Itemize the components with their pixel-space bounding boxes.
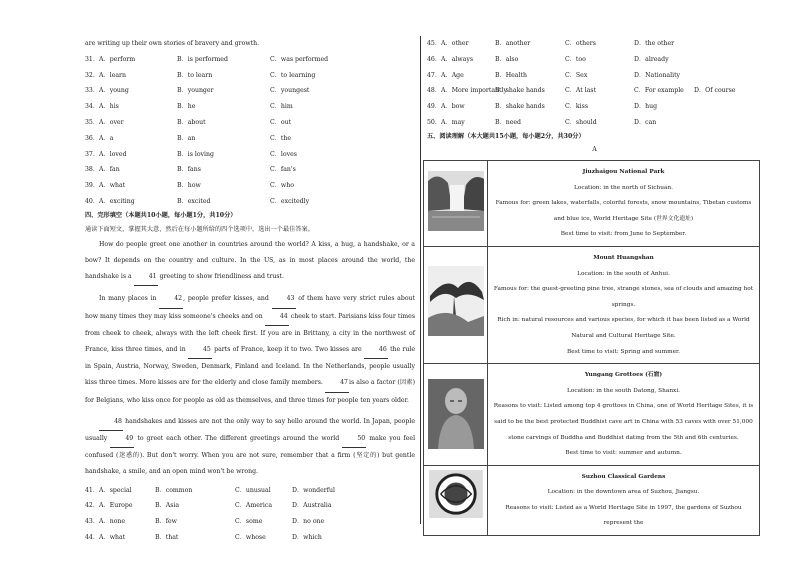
place-location: Location: in the south of Anhui. bbox=[577, 270, 670, 277]
option-c: C．the bbox=[270, 134, 292, 142]
option-c: C．him bbox=[270, 103, 293, 111]
place-best-time: Best time to visit: summer and autumn. bbox=[565, 450, 682, 457]
option-row bbox=[427, 54, 762, 70]
options-45-50 bbox=[427, 38, 762, 133]
option-b: B．shake hands bbox=[495, 103, 545, 111]
left-column bbox=[85, 38, 415, 548]
place-info bbox=[488, 364, 760, 466]
option-a: 46．A．always bbox=[427, 55, 474, 63]
place-image-cell bbox=[424, 364, 488, 466]
option-d: D．already bbox=[634, 55, 669, 63]
option-row bbox=[427, 85, 762, 101]
option-a: 41．A．special bbox=[85, 486, 132, 494]
option-c: C．whose bbox=[235, 534, 266, 541]
garden-window-photo bbox=[428, 470, 484, 518]
place-location: Location: in the downtown area of Suzhou, Jiangsu. bbox=[547, 489, 700, 496]
option-row bbox=[85, 149, 415, 165]
place-description: Reasons to visit: Listed among top 4 grottoes in China, one of World Heritage Sites, it is said to be the best protected Buddhist cave art in China with 53 caves with over 51,000 stone carvings of Buddha and Buddhist dating from the 5th and 6th centuries. bbox=[493, 403, 754, 441]
option-a: 47．A．Age bbox=[427, 71, 464, 79]
place-row bbox=[424, 246, 760, 363]
place-location: Location: in the north of Sichuan. bbox=[574, 184, 673, 191]
option-row bbox=[427, 38, 762, 54]
option-d: D．the other bbox=[634, 40, 675, 47]
option-row bbox=[427, 117, 762, 133]
place-name: Mount Huangshan bbox=[593, 254, 654, 261]
place-best-time: Best time to visit: from June to September. bbox=[560, 231, 687, 238]
option-b: B．shake hands bbox=[495, 87, 545, 95]
passage-paragraph-3: 48 handshakes and kisses are not the only way to say hello around the world. In Japan, people usually 49 to greet each other. The different greetings around the world 50 make you feel confused (迷惑的). But don't worry. When you are not sure, remember that a firm (坚定的) but gentle handshake, a smile, and an open mind won't be wrong. bbox=[85, 414, 415, 481]
option-d: D．Nationality bbox=[634, 71, 681, 79]
option-c: C．loves bbox=[270, 150, 297, 158]
option-a: 45．A．other bbox=[427, 40, 469, 47]
place-info bbox=[488, 246, 760, 363]
option-a: 31．A．perform bbox=[85, 55, 136, 63]
place-description: Famous for: green lakes, waterfalls, colorful forests, snow mountains, Tibetan customs and blue ice, World Heritage Site (世界文化遗址) bbox=[495, 200, 752, 222]
option-b: B．need bbox=[495, 118, 522, 126]
option-row bbox=[427, 70, 762, 86]
option-c: C．At last bbox=[565, 87, 597, 95]
option-d: D．no one bbox=[292, 518, 325, 526]
option-b: B．excited bbox=[177, 197, 211, 205]
option-c: C．too bbox=[565, 55, 586, 63]
option-c: C．excitedly bbox=[270, 197, 310, 205]
option-b: B．another bbox=[495, 40, 531, 47]
section5-title: 五、阅读理解（本大题共15小题，每小题2分，共30分） bbox=[427, 132, 585, 140]
option-row bbox=[85, 70, 415, 86]
place-image-cell bbox=[424, 161, 488, 247]
place-info bbox=[488, 465, 760, 535]
right-column bbox=[427, 38, 762, 157]
option-b: B．younger bbox=[177, 87, 214, 95]
option-b: B．about bbox=[177, 118, 206, 126]
option-row bbox=[85, 101, 415, 117]
option-row bbox=[85, 133, 415, 149]
option-c: C．kiss bbox=[565, 103, 589, 111]
option-c: C．others bbox=[565, 40, 596, 47]
column-divider bbox=[420, 36, 421, 524]
pine-tree-photo bbox=[428, 265, 484, 337]
option-b: B．is loving bbox=[177, 150, 214, 158]
place-image-cell bbox=[424, 465, 488, 535]
waterfall-lake-photo bbox=[428, 165, 484, 237]
option-c: C．to learning bbox=[270, 71, 316, 79]
intro-line: are writing up their own stories of bravery and growth. bbox=[85, 40, 260, 47]
options-31-40 bbox=[85, 54, 415, 212]
option-b: B．also bbox=[495, 55, 519, 63]
place-best-time: Best time to visit: Spring and summer. bbox=[567, 348, 680, 355]
option-b: B．how bbox=[177, 182, 201, 190]
option-a: 42．A．Europe bbox=[85, 502, 133, 510]
option-a: 40．A．exciting bbox=[85, 197, 135, 205]
option-row bbox=[427, 101, 762, 117]
place-name: Jiuzhaigou National Park bbox=[582, 169, 665, 175]
option-c: C．out bbox=[270, 118, 292, 126]
option-d: D．hug bbox=[634, 103, 658, 111]
passage-paragraph-1: How do people greet one another in countries around the world? A kiss, a hug, a handshake, or a bow? It depends on the country and culture. In the US, as in most places around the world, the handshake is a 41 greeting to show friendliness and trust. bbox=[85, 237, 415, 287]
place-location: Location: in the south Datong, Shanxi. bbox=[566, 387, 681, 394]
option-b: B．Health bbox=[495, 71, 527, 79]
place-image-cell bbox=[424, 246, 488, 363]
place-row bbox=[424, 364, 760, 466]
option-a: 43．A．none bbox=[85, 518, 126, 526]
option-a: 32．A．learn bbox=[85, 71, 126, 79]
option-a: 38．A．fan bbox=[85, 166, 120, 174]
option-c: C．youngest bbox=[270, 87, 310, 95]
option-c: C．America bbox=[235, 502, 273, 510]
option-row bbox=[85, 532, 415, 548]
option-d: D．can bbox=[634, 118, 657, 126]
option-c: C．who bbox=[270, 182, 294, 190]
option-row bbox=[85, 516, 415, 532]
option-a: 34．A．his bbox=[85, 103, 119, 111]
option-row bbox=[85, 500, 415, 516]
option-a: 49．A．bow bbox=[427, 103, 465, 111]
option-b: B．fans bbox=[177, 166, 201, 174]
option-c: C．was performed bbox=[270, 55, 329, 63]
place-resources: Rich in: natural resources and various species, for which it has been listed as a World Natural and Cultural Heritage Site. bbox=[497, 317, 750, 339]
option-a: 36．A．a bbox=[85, 134, 114, 142]
option-d: D．Australia bbox=[292, 502, 332, 510]
option-row bbox=[85, 85, 415, 101]
option-a: 35．A．over bbox=[85, 118, 124, 126]
passage-label: A bbox=[592, 145, 597, 153]
option-a: 33．A．young bbox=[85, 87, 129, 95]
option-b: B．common bbox=[155, 486, 193, 494]
option-row bbox=[85, 117, 415, 133]
option-b: B．an bbox=[177, 134, 196, 142]
place-description: Famous for: the guest-greeting pine tree, strange stones, sea of clouds and amazing hot springs. bbox=[493, 286, 754, 308]
options-41-44 bbox=[85, 485, 415, 548]
option-c: C．Sex bbox=[565, 71, 588, 79]
option-b: B．he bbox=[177, 103, 196, 111]
places-table bbox=[423, 160, 760, 536]
place-info bbox=[488, 161, 760, 247]
section4-instructions: 通读下面短文，掌握其大意，然后在每小题所给的四个选项中，选出一个最佳答案。 bbox=[85, 225, 314, 233]
option-a: 50．A．may bbox=[427, 118, 465, 126]
option-b: B．few bbox=[155, 518, 177, 526]
option-c: C．fan's bbox=[270, 166, 296, 174]
place-name: Yungang Grottoes (石窟) bbox=[584, 372, 663, 379]
section4-title: 四、完形填空（本题共10小题，每小题1分，共10分） bbox=[85, 211, 237, 219]
option-row bbox=[85, 180, 415, 196]
option-c: C．some bbox=[235, 518, 263, 526]
option-a: 44．A．what bbox=[85, 534, 126, 541]
option-row bbox=[85, 164, 415, 180]
option-c: C．should bbox=[565, 118, 597, 126]
buddha-statue-photo bbox=[428, 378, 484, 450]
option-b: B．to learn bbox=[177, 71, 213, 79]
option-a: 48．A．More importantly bbox=[427, 87, 507, 95]
option-d: D．which bbox=[292, 534, 322, 541]
option-c: C．unusual bbox=[235, 486, 271, 494]
option-b: B．that bbox=[155, 534, 179, 541]
option-a: 37．A．loved bbox=[85, 150, 127, 158]
option-b: B．is performed bbox=[177, 55, 228, 63]
option-d: C．For example bbox=[634, 87, 684, 95]
option-b: B．Asia bbox=[155, 502, 180, 510]
option-a: 39．A．what bbox=[85, 182, 126, 190]
place-row bbox=[424, 465, 760, 535]
place-description: Reasons to visit: Listed as a World Heritage Site in 1997, the gardens of Suzhou represent the bbox=[505, 504, 742, 527]
option-row bbox=[85, 485, 415, 501]
option-e: D．Of course bbox=[694, 87, 736, 95]
option-row bbox=[85, 54, 415, 70]
place-name: Suzhou Classical Gardens bbox=[581, 473, 666, 480]
option-row bbox=[85, 196, 415, 212]
passage-paragraph-2: In many places in 42, people prefer kisses, and 43 of them have very strict rules about how many times they may kiss someone's cheeks and on 44 cheek to start. Parisians kiss four times from cheek to cheek, always with the left cheek first. If you are in Brittany, a city in the northwest of France, kiss three times, and in 45 parts of France, keep it to two. Two kisses are 46 the rule in Spain, Austria, Norway, Sweden, Denmark, Finland and Iceland. In the Netherlands, people usually kiss three times. More kisses are for the elderly and close family members. 47is also a factor (因素) for Belgians, who kiss once for people as old as themselves, and three times for people ten years older. bbox=[85, 291, 415, 408]
option-d: D．wonderful bbox=[292, 486, 335, 494]
place-row bbox=[424, 161, 760, 247]
